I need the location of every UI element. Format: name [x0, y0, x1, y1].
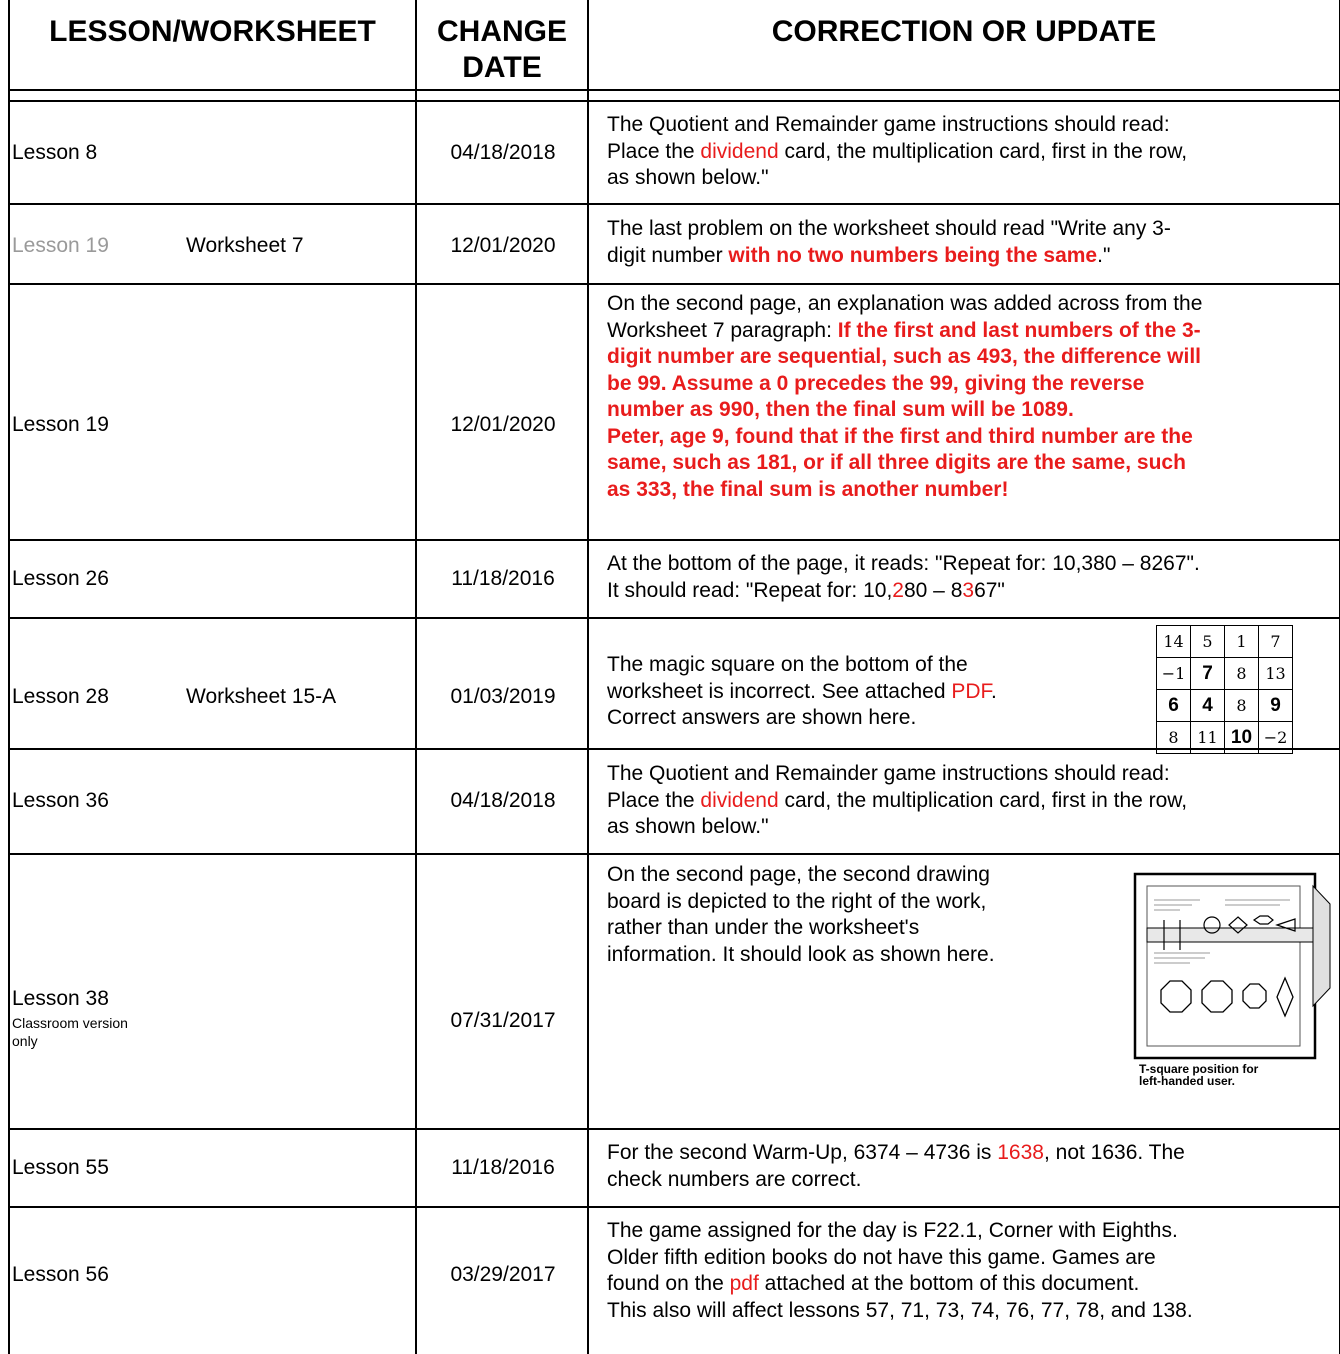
row-divider — [8, 283, 1340, 285]
row-divider — [8, 748, 1340, 750]
lesson-cell: Lesson 55 — [12, 1156, 109, 1179]
correction-cell — [607, 551, 1332, 604]
text-segment: ." — [1097, 243, 1111, 267]
magic-square-cell: 13 — [1259, 658, 1293, 690]
correction-cell — [607, 112, 1332, 192]
highlight-text: 3 — [962, 578, 975, 602]
text-line — [607, 578, 1332, 605]
text-line — [607, 318, 1332, 345]
correction-cell — [607, 291, 1332, 503]
worksheet-cell: Worksheet 7 — [186, 234, 304, 257]
magic-square-cell: 11 — [1191, 722, 1225, 754]
pdf-link[interactable]: PDF — [951, 679, 992, 703]
lesson-cell: Lesson 36 — [12, 789, 109, 812]
text-line: check numbers are correct. — [607, 1167, 862, 1191]
magic-square-cell: −1 — [1157, 658, 1191, 690]
pdf-link[interactable]: pdf — [729, 1272, 759, 1295]
magic-square-cell: 9 — [1259, 690, 1293, 722]
header-lesson-worksheet: LESSON/WORKSHEET — [49, 15, 376, 48]
text-segment: found on the — [607, 1272, 730, 1295]
correction-cell — [607, 1140, 1332, 1193]
text-line: Older fifth edition books do not have this game. Games are — [607, 1245, 1156, 1269]
highlight-text: dividend — [700, 788, 779, 812]
text-segment: 67" — [974, 578, 1005, 602]
magic-square-cell: −2 — [1259, 722, 1293, 754]
header-change-date — [417, 14, 587, 86]
date-cell: 04/18/2018 — [450, 141, 556, 164]
date-cell: 01/03/2019 — [450, 685, 556, 708]
date-cell: 11/18/2016 — [451, 1156, 555, 1179]
lesson-cell: Lesson 19 — [12, 413, 109, 436]
text-segment: , not 1636. The — [1043, 1141, 1185, 1164]
lesson-note — [12, 1014, 128, 1050]
text-segment: worksheet is incorrect. See attached — [607, 679, 952, 703]
text-line: This also will affect lessons 57, 71, 73, 74, 76, 77, 78, and 138. — [607, 1298, 1193, 1322]
text-line: The Quotient and Remainder game instructions should read: — [607, 762, 1170, 785]
header-correction-update: CORRECTION OR UPDATE — [771, 15, 1157, 48]
text-line: The game assigned for the day is F22.1, Corner with Eighths. — [607, 1219, 1178, 1242]
lesson-cell: Lesson 19 — [12, 234, 109, 257]
text-line — [607, 788, 1332, 815]
lesson-cell: Lesson 56 — [12, 1263, 109, 1286]
magic-square-cell: 8 — [1225, 690, 1259, 722]
magic-square-cell: 1 — [1225, 626, 1259, 658]
highlight-line: number as 990, then the final sum will be 1089. — [607, 398, 1074, 421]
magic-square-cell: 7 — [1191, 658, 1225, 690]
text-line — [607, 679, 1127, 706]
highlight-text: 2 — [892, 578, 904, 602]
correction-cell — [607, 862, 1117, 968]
row-divider — [8, 853, 1340, 855]
figure-caption: T-square position for — [1139, 1062, 1259, 1076]
date-cell: 04/18/2018 — [450, 789, 556, 812]
magic-square-row — [1157, 722, 1293, 754]
date-cell: 03/29/2017 — [450, 1263, 556, 1286]
row-divider — [8, 203, 1340, 205]
highlight-line: Peter, age 9, found that if the first and third number are the — [607, 424, 1193, 448]
t-square-blade — [1147, 928, 1313, 942]
text-segment: digit number — [607, 243, 729, 267]
drawing-board-figure — [1130, 864, 1335, 1089]
magic-square-cell: 10 — [1225, 722, 1259, 754]
highlight-line: as 333, the final sum is another number! — [607, 477, 1009, 501]
highlight-text: dividend — [700, 139, 779, 163]
date-cell: 11/18/2016 — [451, 567, 555, 590]
magic-square-row — [1157, 626, 1293, 658]
correction-cell — [607, 216, 1332, 269]
text-line: The Quotient and Remainder game instructions should read: — [607, 113, 1170, 136]
text-segment: Place the — [607, 788, 701, 812]
lesson-cell: Lesson 38 — [12, 987, 109, 1010]
header-date-label: DATE — [462, 51, 542, 84]
highlight-text: 1638 — [997, 1141, 1044, 1164]
note-line: Classroom version — [12, 1015, 128, 1031]
magic-square-cell: 4 — [1191, 690, 1225, 722]
highlight-line: same, such as 181, or if all three digits are the same, such — [607, 451, 1186, 474]
magic-square-cell: 14 — [1157, 626, 1191, 658]
header-change-label: CHANGE — [436, 15, 567, 48]
text-line — [607, 243, 1332, 270]
text-line — [607, 1271, 1332, 1298]
note-line: only — [12, 1033, 38, 1049]
text-segment: Place the — [607, 139, 701, 163]
lesson-cell: Lesson 28 — [12, 685, 109, 708]
date-cell: 12/01/2020 — [450, 413, 556, 436]
text-line: rather than under the worksheet's — [607, 916, 920, 939]
magic-square — [1156, 625, 1293, 754]
row-divider — [8, 1128, 1340, 1130]
worksheet-cell: Worksheet 15-A — [186, 685, 337, 708]
text-line: The last problem on the worksheet should read "Write any 3- — [607, 217, 1171, 240]
text-segment: attached at the bottom of this document. — [758, 1272, 1140, 1295]
correction-cell — [607, 1218, 1332, 1324]
text-segment: It should read: "Repeat for: 10, — [607, 578, 893, 602]
row-divider — [8, 617, 1340, 619]
text-line: The magic square on the bottom of the — [607, 653, 968, 676]
magic-square-cell: 6 — [1157, 690, 1191, 722]
row-divider — [8, 100, 1340, 102]
row-divider — [8, 539, 1340, 541]
row-divider — [8, 89, 1340, 91]
t-square-head — [1313, 886, 1330, 1006]
text-line — [607, 1140, 1332, 1167]
text-segment: . — [991, 679, 997, 703]
lesson-cell: Lesson 26 — [12, 567, 109, 590]
text-segment: 80 – 8 — [903, 578, 963, 602]
text-line: board is depicted to the right of the work, — [607, 889, 987, 913]
lesson-cell: Lesson 8 — [12, 141, 98, 164]
row-divider — [8, 1206, 1340, 1208]
highlight-text: with no two numbers being the same — [728, 243, 1098, 267]
text-line: Correct answers are shown here. — [607, 706, 917, 729]
date-cell: 12/01/2020 — [450, 234, 556, 257]
highlight-line: digit number are sequential, such as 493, the difference will — [607, 345, 1202, 368]
text-segment: card, the multiplication card, first in the row, — [778, 139, 1188, 163]
text-segment: For the second Warm-Up, 6374 – 4736 is — [607, 1141, 998, 1164]
magic-square-row — [1157, 658, 1293, 690]
text-line: On the second page, an explanation was added across from the — [607, 292, 1203, 315]
magic-square-cell: 8 — [1157, 722, 1191, 754]
text-line: On the second page, the second drawing — [607, 863, 990, 886]
highlight-text: If the first and last numbers of the 3- — [837, 318, 1201, 342]
text-line: as shown below." — [607, 166, 769, 189]
text-line — [607, 139, 1332, 166]
figure-caption: left-handed user. — [1139, 1074, 1236, 1088]
magic-square-cell: 8 — [1225, 658, 1259, 690]
correction-cell — [607, 652, 1127, 732]
magic-square-row — [1157, 690, 1293, 722]
correction-cell — [607, 761, 1332, 841]
text-line: At the bottom of the page, it reads: "Repeat for: 10,380 – 8267". — [607, 552, 1200, 575]
text-segment: Worksheet 7 paragraph: — [607, 318, 838, 342]
text-line: as shown below." — [607, 815, 769, 838]
text-segment: card, the multiplication card, first in the row, — [778, 788, 1188, 812]
magic-square-cell: 7 — [1259, 626, 1293, 658]
date-cell: 07/31/2017 — [450, 1009, 556, 1032]
text-line: information. It should look as shown here. — [607, 942, 995, 966]
magic-square-cell: 5 — [1191, 626, 1225, 658]
highlight-line: be 99. Assume a 0 precedes the 99, giving the reverse — [607, 371, 1145, 395]
